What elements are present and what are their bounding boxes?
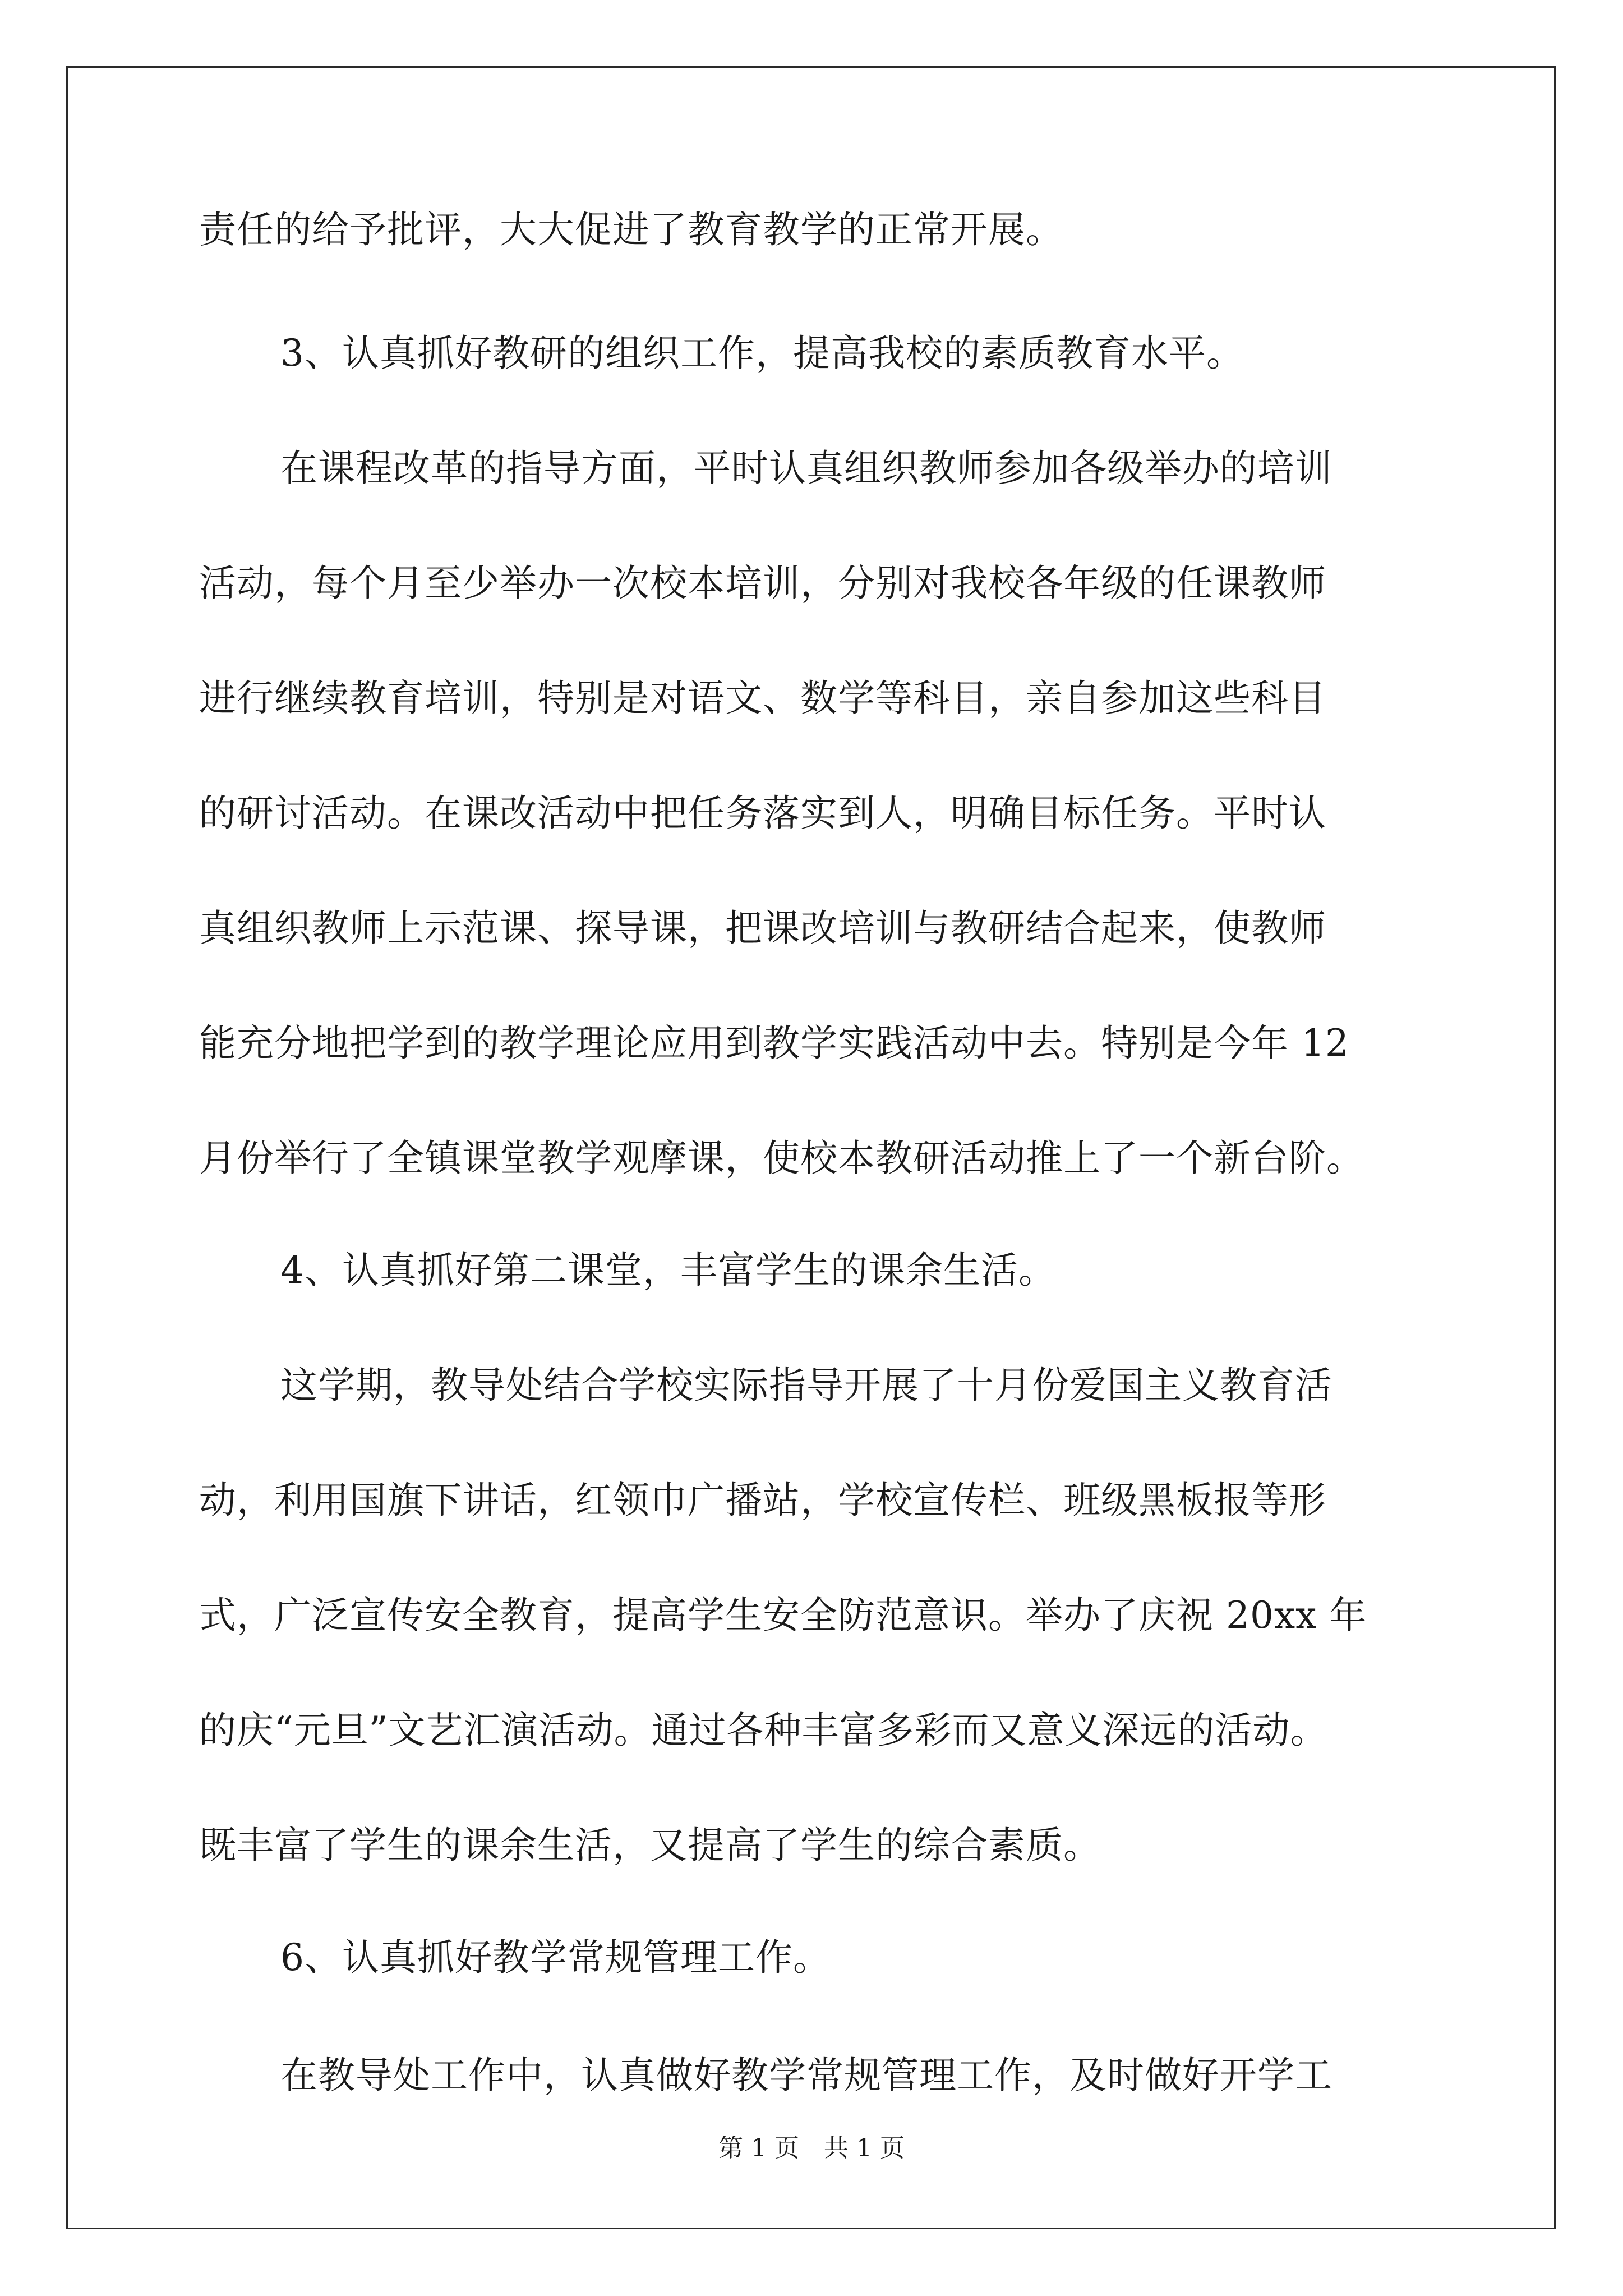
section-heading: 3、认真抓好教研的组织工作，提高我校的素质教育水平。	[280, 332, 1244, 375]
text-line: 式，广泛宣传安全教育，提高学生安全防范意识。举办了庆祝 20xx 年	[199, 1594, 1367, 1637]
text-line: 责任的给予批评，大大促进了教育教学的正常开展。	[199, 208, 1063, 251]
text-line: 活动，每个月至少举办一次校本培训，分别对我校各年级的任课教师	[199, 562, 1326, 605]
paragraph-start: 在课程改革的指导方面，平时认真组织教师参加各级举办的培训	[280, 447, 1332, 490]
text-line: 真组织教师上示范课、探导课，把课改培训与教研结合起来，使教师	[199, 907, 1326, 950]
text-line: 的研讨活动。在课改活动中把任务落实到人，明确目标任务。平时认	[199, 792, 1326, 835]
text-line: 能充分地把学到的教学理论应用到教学实践活动中去。特别是今年 12	[199, 1022, 1349, 1065]
paragraph-start: 这学期，教导处结合学校实际指导开展了十月份爱国主义教育活	[280, 1364, 1332, 1407]
section-heading: 4、认真抓好第二课堂，丰富学生的课余生活。	[280, 1249, 1056, 1292]
text-line: 动，利用国旗下讲话，红领巾广播站，学校宣传栏、班级黑板报等形	[199, 1479, 1326, 1522]
text-line: 进行继续教育培训，特别是对语文、数学等科目，亲自参加这些科目	[199, 677, 1326, 720]
text-line: 的庆“元旦”文艺汇演活动。通过各种丰富多彩而又意义深远的活动。	[199, 1709, 1328, 1752]
text-line: 月份举行了全镇课堂教学观摩课，使校本教研活动推上了一个新台阶。	[199, 1137, 1364, 1180]
text-line: 既丰富了学生的课余生活，又提高了学生的综合素质。	[199, 1824, 1101, 1867]
paragraph-start: 在教导处工作中，认真做好教学常规管理工作，及时做好开学工	[280, 2054, 1332, 2097]
page-number: 第 1 页 共 1 页	[718, 2134, 905, 2162]
section-heading: 6、认真抓好教学常规管理工作。	[280, 1936, 831, 1979]
